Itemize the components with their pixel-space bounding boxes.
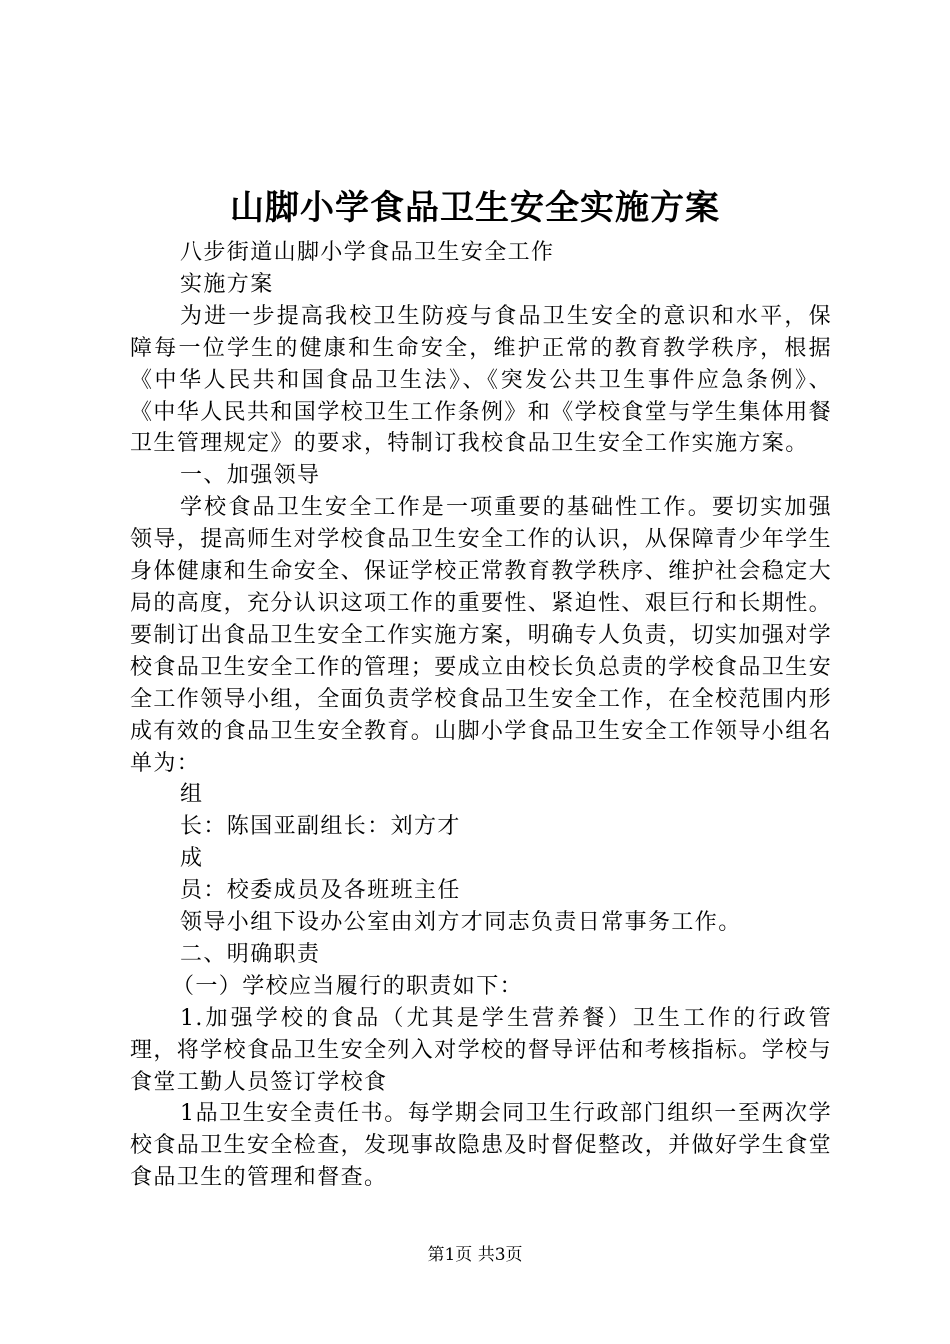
subsection-heading-school-duties: （一）学校应当履行的职责如下：: [172, 973, 524, 999]
section-heading-duties: 二、明确职责: [180, 941, 321, 967]
paragraph-duty-1: 1.加强学校的食品（尤其是学生营养餐）卫生工作的行政管理，将学校食品卫生安全列入对学校的督导评估和考核指标。学校与食堂工勤人员签订学校食: [130, 1005, 833, 1095]
paragraph-intro: 为进一步提高我校卫生防疫与食品卫生安全的意识和水平，保障每一位学生的健康和生命安全，维护正常的教育教学秩序，根据《中华人民共和国食品卫生法》、《突发公共卫生事件应急条例》、《中华人民共和国学校卫生工作条例》和《学校食堂与学生集体用餐卫生管理规定》的要求，特制订我校食品卫生安全工作实施方案。: [130, 303, 833, 457]
document-body: [130, 237, 832, 1194]
paragraph-office: 领导小组下设办公室由刘方才同志负责日常事务工作。: [180, 910, 742, 936]
page-footer: 第1页 共3页: [427, 1245, 523, 1265]
document-title: 山脚小学食品卫生安全实施方案: [230, 188, 720, 228]
paragraph-leadership: 学校食品卫生安全工作是一项重要的基础性工作。要切实加强领导，提高师生对学校食品卫生安全工作的认识，从保障青少年学生身体健康和生命安全、保证学校正常教育教学秩序、维护社会稳定大局的高度，充分认识这项工作的重要性、紧迫性、艰巨行和长期性。要制订出食品卫生安全工作实施方案，明确专人负责，切实加强对学校食品卫生安全工作的管理；要成立由校长负总责的学校食品卫生安全工作领导小组，全面负责学校食品卫生安全工作，在全校范围内形成有效的食品卫生安全教育。山脚小学食品卫生安全工作领导小组名单为：: [130, 495, 833, 776]
paragraph-subtitle-line1: 八步街道山脚小学食品卫生安全工作: [180, 240, 555, 265]
paragraph-subtitle-line2: 实施方案: [180, 271, 274, 297]
section-heading-leadership: 一、加强领导: [180, 463, 321, 489]
paragraph-duty-1-continued: 1品卫生安全责任书。每学期会同卫生行政部门组织一至两次学校食品卫生安全检查，发现事故隐患及时督促整改，并做好学生食堂食品卫生的管理和督查。: [130, 1101, 833, 1191]
paragraph-group-label: 组: [180, 782, 204, 808]
paragraph-member-label: 成: [180, 846, 204, 872]
paragraph-group-leader: 长：陈国亚副组长：刘方才: [180, 814, 461, 840]
paragraph-members: 员：校委成员及各班班主任: [180, 878, 461, 904]
